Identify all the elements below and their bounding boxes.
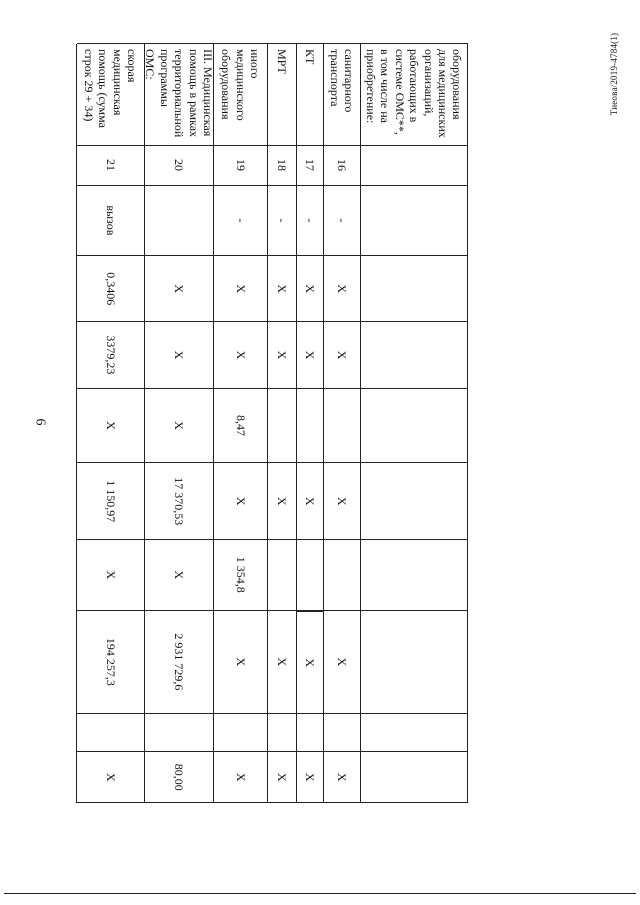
row-label: санитарного транспорта [324,44,360,146]
value-cell: X [145,540,213,611]
value-cell: X [214,463,267,540]
value-cell [297,714,323,752]
table-row [323,44,360,803]
row-number: 18 [268,146,296,186]
row-number: 17 [297,146,323,186]
value-cell: X [214,256,267,322]
value-cell [268,389,296,464]
value-cell [361,540,467,611]
value-cell: X [214,611,267,715]
row-number: 19 [214,146,267,186]
table-row [296,44,323,803]
value-cell: 3379,23 [77,322,144,388]
value-cell [77,714,144,752]
value-cell [268,714,296,752]
value-cell: X [268,322,296,388]
row-number [361,146,467,186]
data-table [77,43,468,803]
table-row [360,44,467,803]
footer-rule [4,893,636,894]
table-row [213,44,267,803]
value-cell [361,611,467,715]
row-number: 16 [324,146,360,186]
value-cell: X [324,611,360,715]
row-label: КТ [297,44,323,146]
page-number: 6 [32,418,48,426]
value-cell: X [77,752,144,803]
row-number: 21 [77,146,144,186]
value-cell [361,752,467,803]
value-cell: X [324,256,360,322]
value-cell: 17 370,53 [145,463,213,540]
value-cell: X [145,389,213,464]
unit-cell: - [214,186,267,257]
unit-cell: вызов [77,186,144,257]
value-cell [268,540,296,611]
value-cell: 0,3406 [77,256,144,322]
value-cell: X [77,540,144,611]
table-row [267,44,296,803]
value-cell: X [77,389,144,464]
value-cell [361,389,467,464]
value-cell: X [145,256,213,322]
unit-cell: - [268,186,296,257]
table-row [76,44,144,803]
row-label: оборудования для медицинских организаций, работающих в системе ОМС**, в том числе на приобретение: [361,44,467,146]
table-row [144,44,213,803]
unit-cell [145,186,213,257]
value-cell: 80,00 [145,752,213,803]
unit-cell: - [324,186,360,257]
value-cell [324,540,360,611]
value-cell: X [297,463,323,540]
value-cell: 1 354,8 [214,540,267,611]
value-cell: X [268,463,296,540]
value-cell: X [268,611,296,715]
value-cell: X [324,322,360,388]
value-cell: 2 931 729,6 [145,611,213,715]
value-cell: X [214,752,267,803]
unit-cell [361,186,467,257]
value-cell [297,389,323,464]
value-cell [361,256,467,322]
row-number: 20 [145,146,213,186]
value-cell: X [297,752,323,803]
value-cell: X [324,752,360,803]
value-cell [324,389,360,464]
value-cell [214,714,267,752]
value-cell [324,714,360,752]
value-cell [361,322,467,388]
value-cell: X [268,256,296,322]
row-label: скорая медицинская помощь (сумма строк 29 + 34) [77,44,144,146]
value-cell: X [268,752,296,803]
value-cell [145,714,213,752]
value-cell: 1 150,97 [77,463,144,540]
row-label: МРТ [268,44,296,146]
row-label: III. Медицинская помощь в рамках территориальной программы ОМС: [145,44,213,146]
value-cell: 8,47 [214,389,267,464]
row-label: иного медицинского оборудования [214,44,267,146]
value-cell: X [297,612,323,714]
value-cell: X [297,256,323,322]
value-cell: X [297,322,323,388]
value-cell [297,540,323,611]
value-cell: X [214,322,267,388]
value-cell: 194 257,3 [77,611,144,715]
value-cell [361,463,467,540]
value-cell: X [324,463,360,540]
value-cell [361,714,467,752]
unit-cell: - [297,186,323,257]
value-cell: X [145,322,213,388]
